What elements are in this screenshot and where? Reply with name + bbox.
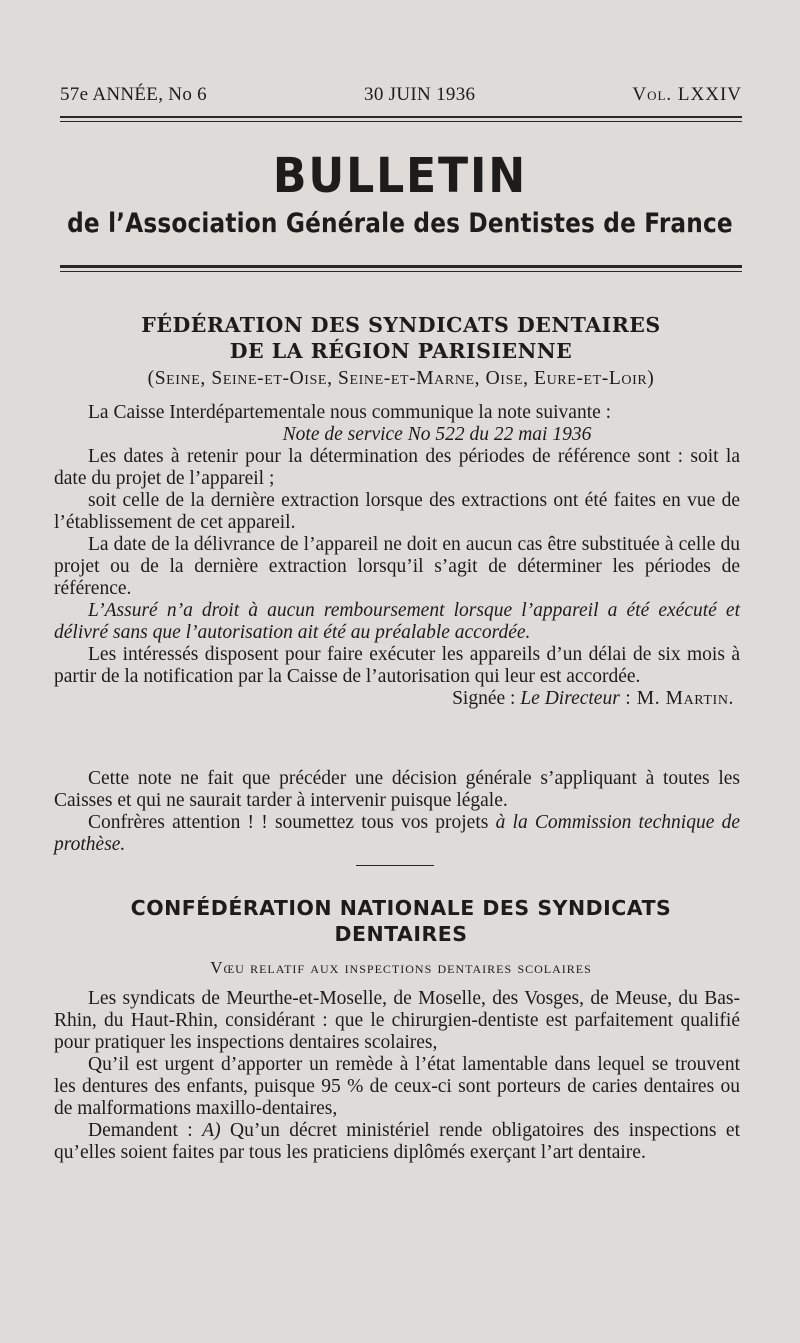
- signature: [54, 688, 740, 710]
- section2-body: [54, 988, 740, 1164]
- paragraph: Les intéressés disposent pour faire exécuter les appareils d’un délai de six mois à partir de la notification par la Caisse de l’autorisation qui leur est accordée.: [54, 644, 740, 687]
- departments-list: (Seine, Seine-et-Oise, Seine-et-Marne, Oise, Eure-et-Loir): [147, 368, 655, 389]
- paragraph: La date de la délivrance de l’appareil ne doit en aucun cas être substituée à celle du projet ou de la dernière extraction lorsqu’il s’agit de déterminer les périodes de référence.: [54, 534, 740, 599]
- issue-date: 30 JUIN 1936: [364, 84, 476, 105]
- paragraph: soit celle de la dernière extraction lorsque des extractions ont été faites en vue de l’établissement de cet appareil.: [54, 490, 740, 533]
- section2-heading-line1: CONFÉDÉRATION NATIONALE DES SYNDICATS: [130, 896, 672, 920]
- section2-heading-line2: DENTAIRES: [334, 922, 468, 946]
- masthead-rule: [60, 265, 742, 272]
- paragraph-call: [54, 812, 740, 856]
- demand-text: Qu’un décret ministériel rende obligatoires des inspections et qu’elles soient faites par tous les praticiens diplômés exerçant l’art dentaire.: [54, 1120, 740, 1163]
- section1-closing: [54, 768, 740, 856]
- section1-heading-line2: DE LA RÉGION PARISIENNE: [229, 339, 573, 363]
- paragraph: Les syndicats de Meurthe-et-Moselle, de Moselle, des Vosges, de Meuse, du Bas-Rhin, du Haut-Rhin, considérant : que le chirurgien-dentiste est parfaitement qualifié pour pratiquer les inspections dentaires scolaires,: [54, 988, 740, 1053]
- signature-name: : M. Martin.: [619, 688, 734, 709]
- signature-role: Le Directeur: [520, 688, 620, 709]
- section2-subheading: Vœu relatif aux inspections dentaires scolaires: [210, 958, 592, 977]
- masthead-title: BULLETIN: [272, 148, 528, 204]
- running-head: [60, 84, 742, 106]
- note-title: Note de service No 522 du 22 mai 1936: [282, 424, 592, 445]
- volume-number: Vol. LXXIV: [632, 84, 742, 105]
- paragraph-demand: [54, 1120, 740, 1164]
- demand-prefix: Demandent :: [88, 1120, 203, 1141]
- paragraph: Qu’il est urgent d’apporter un remède à l’état lamentable dans lequel se trouvent les dentures des enfants, puisque 95 % de ceux-ci sont porteurs de caries dentaires ou de malformations maxillo-dentaires,: [54, 1054, 740, 1119]
- paragraph: Les dates à retenir pour la détermination des périodes de référence sont : soit la date du projet de l’appareil ;: [54, 446, 740, 489]
- demand-letter: A): [202, 1120, 230, 1141]
- section-divider: [356, 865, 434, 866]
- section1-heading-line1: FÉDÉRATION DES SYNDICATS DENTAIRES: [141, 313, 661, 337]
- call-text: Confrères attention ! ! soumettez tous vos projets: [88, 812, 496, 833]
- issue-number: 57e ANNÉE, No 6: [60, 84, 207, 105]
- masthead-subtitle: de l’Association Générale des Dentistes de France: [67, 208, 733, 239]
- call-text-italic: à la Commission technique de prothèse.: [54, 812, 740, 855]
- intro-paragraph: La Caisse Interdépartementale nous communique la note suivante :: [88, 402, 612, 423]
- section1-body: [54, 402, 740, 710]
- paragraph-italic: L’Assuré n’a droit à aucun remboursement lorsque l’appareil a été exécuté et délivré sans que l’autorisation ait été au préalable accordée.: [54, 600, 740, 643]
- header-rule: [60, 116, 742, 122]
- signature-prefix: Signée :: [452, 688, 521, 709]
- section1-heading: [60, 312, 742, 364]
- paragraph: Cette note ne fait que précéder une décision générale s’appliquant à toutes les Caisses et qui ne saurait tarder à intervenir puisque légale.: [54, 768, 740, 811]
- section2-heading: [60, 895, 742, 947]
